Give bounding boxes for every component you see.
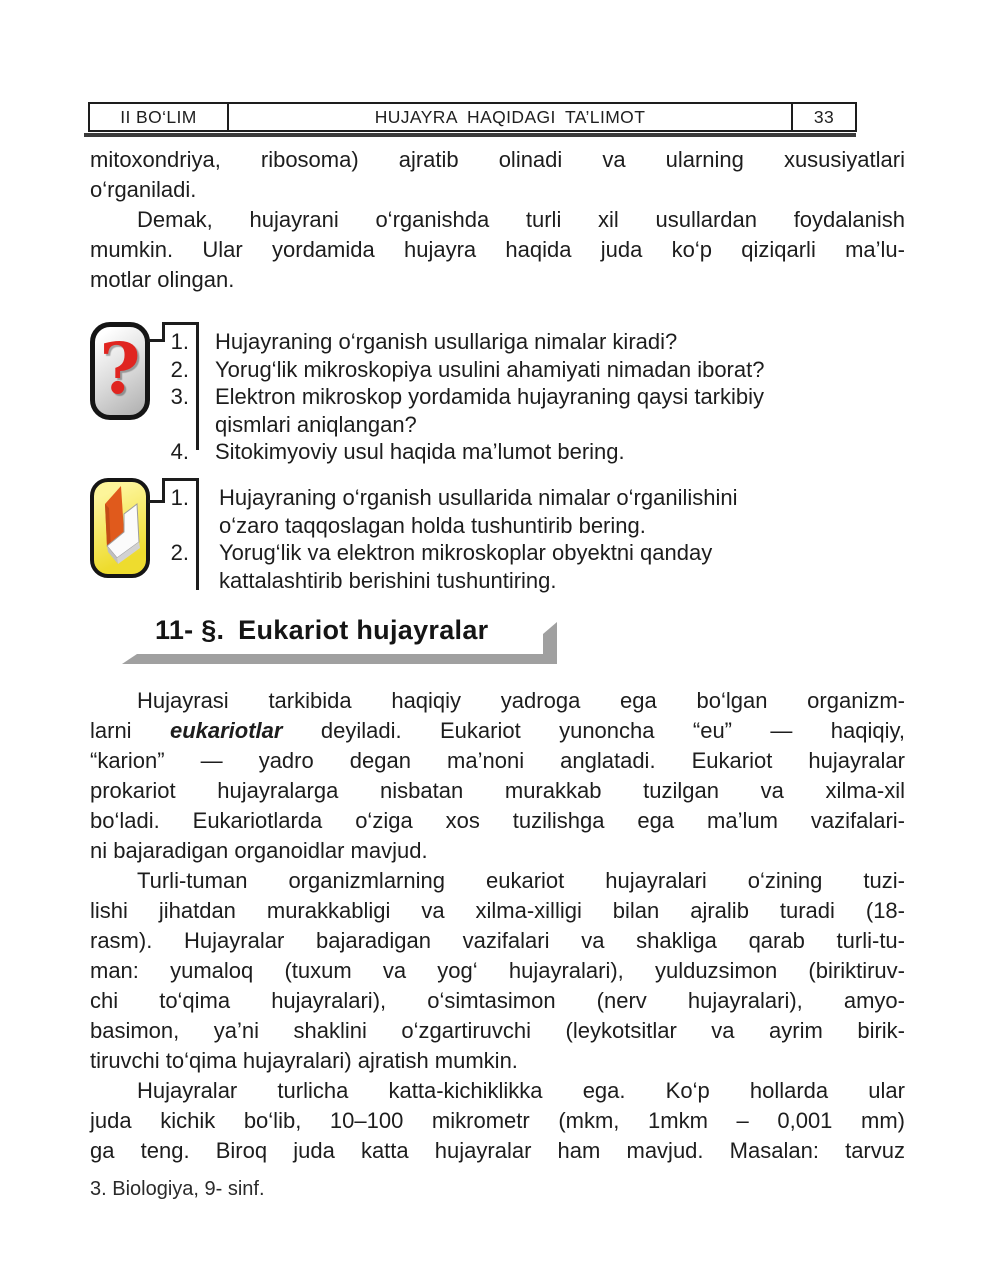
- connector-topbar: [162, 478, 199, 481]
- item-text: Yorug‘lik va elektron mikroskoplar obyektni qanday kattalashtirib berishini tushuntiring.: [219, 540, 713, 593]
- list-item: [90, 383, 905, 438]
- list-item: [90, 328, 905, 356]
- item-text: Hujayraning o‘rganish usullariga nimalar kiradi?: [215, 329, 678, 354]
- paragraph: Demak, hujayrani o‘rganishda turli xil usullardan foydalanish mumkin. Ular yordamida hujayra haqida juda ko‘p qiziqarli ma’lu- motlar olingan.: [90, 207, 905, 292]
- section-heading: 11- §. Eukariot hujayralar: [155, 615, 489, 645]
- page-header: [88, 102, 857, 132]
- section-heading-banner: [100, 610, 557, 656]
- item-text: Yorug‘lik mikroskopiya usulini ahamiyati nimadan iborat?: [215, 356, 765, 382]
- item-text: Elektron mikroskop yordamida hujayraning qaysi tarkibiy qismlari aniqlangan?: [215, 384, 765, 437]
- item-number: 1.: [170, 329, 189, 354]
- paragraph: Turli-tuman organizmlarning eukariot hujayralari o‘zining tuzi- lishi jihatdan murakkabligi va xilma-xilligi bilan ajralib turadi (18- rasm). Hujayralar bajaradigan vazifalari va shakliga qarab turli-tu- man: yumaloq (tuxum va yog‘ hujayralari), yulduzsimon (biriktiruv- chi to‘qima hujayralari), o‘simtasimon (nerv hujayralari), amyo- basimon, ya’ni shaklini o‘zgartiruvchi (leykotsitlar va ayrim birik- tiruvchi to‘qima hujayralari) ajratish mumkin.: [90, 868, 905, 1073]
- task-list: [90, 484, 905, 594]
- paragraph: Hujayralar turlicha katta-kichiklikka ega. Ko‘p hollarda ular juda kichik bo‘lib, 10–100 mikrometr (mkm, 1mkm – 0,001 mm) ga teng. Biroq juda katta hujayralar ham mavjud. Masalan: tarvuz: [90, 1078, 905, 1163]
- item-text: Sitokimyoviy usul haqida ma’lumot bering.: [215, 439, 625, 464]
- header-chapter-title: HUJAYRA HAQIDAGI TA’LIMOT: [374, 106, 646, 127]
- item-number: 2.: [170, 356, 189, 382]
- edition-footnote: 3. Biologiya, 9- sinf.: [90, 1178, 265, 1200]
- tasks-box: [90, 478, 905, 600]
- paragraph-continuation: mitoxondriya, ribosoma) ajratib olinadi va ularning xususiyatlari o‘rganiladi.: [90, 147, 905, 202]
- paragraph: Hujayrasi tarkibida haqiqiy yadroga ega bo‘lgan organizm- larni eukariotlar deyiladi. Eukariot yunoncha “eu” — haqiqiy, “karion” — yadro degan ma’noni anglatadi. Eukariot hujayralar prokariot hujayralarga nisbatan murakkab tuzilgan va xilma-xil bo‘ladi. Eukariotlarda o‘ziga xos tuzilishga ega ma’lum vazifalari- ni bajaradigan organoidlar mavjud.: [90, 688, 905, 863]
- list-item: [90, 438, 905, 466]
- item-text: Hujayraning o‘rganish usullarida nimalar o‘rganilishini o‘zaro taqqoslagan holda tushuntirib bering.: [219, 485, 738, 538]
- header-page-number: 33: [791, 104, 855, 130]
- item-number: 2.: [170, 540, 189, 565]
- question-list: [90, 328, 905, 466]
- question-mark-icon: ?: [90, 322, 150, 420]
- list-item: [90, 356, 905, 384]
- item-number: 1.: [170, 485, 189, 510]
- list-item: [90, 484, 905, 539]
- questions-box: [90, 322, 905, 472]
- connector-topbar: [162, 322, 199, 325]
- banner-shadow-bottom: [122, 654, 557, 664]
- item-number: 3.: [170, 384, 189, 409]
- header-section-label: II BO‘LIM: [90, 104, 229, 130]
- item-number: 4.: [170, 439, 189, 464]
- list-item: [90, 539, 905, 594]
